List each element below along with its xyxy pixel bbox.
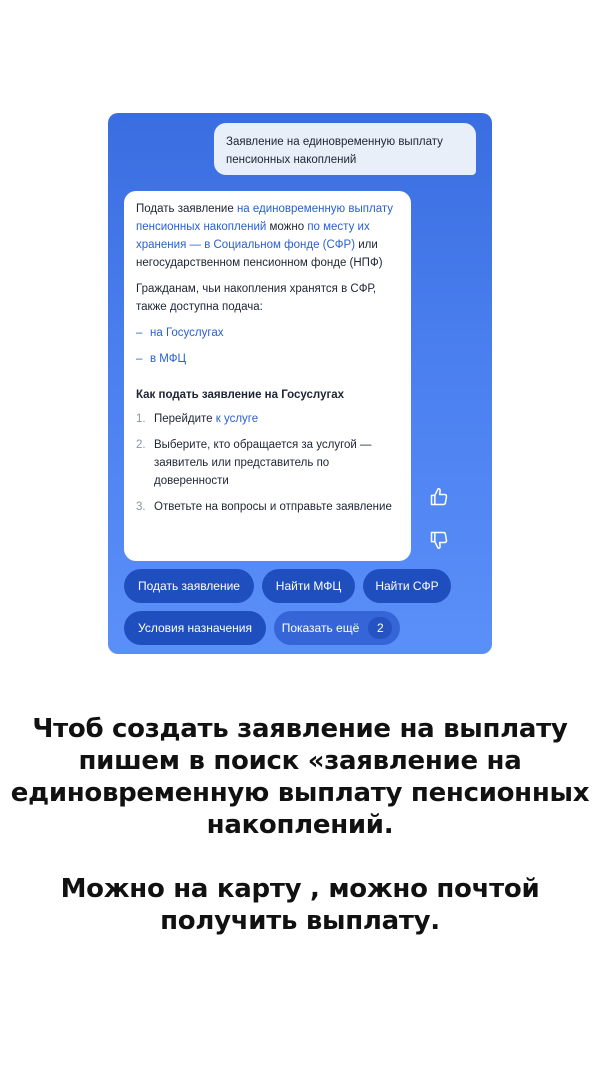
step-item xyxy=(136,436,399,490)
answer-text: или негосударственном пенсионном фонде (НПФ) xyxy=(136,239,383,269)
show-more-chip[interactable] xyxy=(274,611,400,645)
show-more-count-badge: 2 xyxy=(368,617,392,639)
answer-text: можно xyxy=(266,221,308,233)
caption-line-1: Чтоб создать заявление на выплату пишем в поиск «заявление на единовременную выплату пенсионных накоплений. xyxy=(10,714,590,840)
step-text xyxy=(154,410,258,428)
user-message-bubble xyxy=(214,123,476,175)
step-text: Выберите, кто обращается за услугой — заявитель или представитель по доверенности xyxy=(154,439,372,487)
answer-dash-link[interactable]: — xyxy=(186,239,205,251)
option-gosuslugi[interactable] xyxy=(136,324,399,342)
step-number: 3. xyxy=(136,501,146,513)
step-item xyxy=(136,498,399,516)
submit-application-chip[interactable]: Подать заявление xyxy=(124,569,254,603)
step-number: 1. xyxy=(136,413,146,425)
link-storage-place[interactable]: по месту их хранения xyxy=(136,221,370,251)
step-number: 2. xyxy=(136,439,146,451)
dash-bullet: – xyxy=(136,353,143,365)
find-sfr-chip[interactable]: Найти СФР xyxy=(363,569,451,603)
link-mfc[interactable]: в МФЦ xyxy=(150,353,187,365)
link-lump-sum-payment[interactable]: на единовременную выплату пенсионных накоплений xyxy=(136,203,393,233)
caption-line-2: Можно на карту , можно почтой получить выплату. xyxy=(60,874,540,936)
caption xyxy=(0,713,600,937)
answer-text: Подать заявление xyxy=(136,203,237,215)
chat-panel xyxy=(108,113,492,654)
link-gosuslugi[interactable]: на Госуслугах xyxy=(150,327,224,339)
bot-answer-bubble xyxy=(124,191,411,561)
answer-paragraph-1 xyxy=(136,200,399,272)
option-mfc[interactable] xyxy=(136,350,399,368)
show-more-label: Показать ещё xyxy=(281,621,360,635)
step-item xyxy=(136,410,399,428)
conditions-chip[interactable]: Условия назначения xyxy=(124,611,266,645)
thumbs-up-icon[interactable] xyxy=(426,484,452,510)
link-to-service[interactable]: к услуге xyxy=(215,413,259,425)
step-text-part: Перейдите xyxy=(154,413,216,425)
link-social-fund[interactable]: в Социальном фонде (СФР) xyxy=(204,239,356,251)
how-to-title: Как подать заявление на Госуслугах xyxy=(136,389,345,401)
step-text: Ответьте на вопросы и отправьте заявление xyxy=(154,501,392,513)
dash-bullet: – xyxy=(136,327,143,339)
thumbs-down-icon[interactable] xyxy=(426,527,452,553)
user-message-text: Заявление на единовременную выплату пенсионных накоплений xyxy=(226,136,443,166)
answer-paragraph-2: Гражданам, чьи накопления хранятся в СФР, также доступна подача: xyxy=(136,283,377,313)
find-mfc-chip[interactable]: Найти МФЦ xyxy=(262,569,355,603)
